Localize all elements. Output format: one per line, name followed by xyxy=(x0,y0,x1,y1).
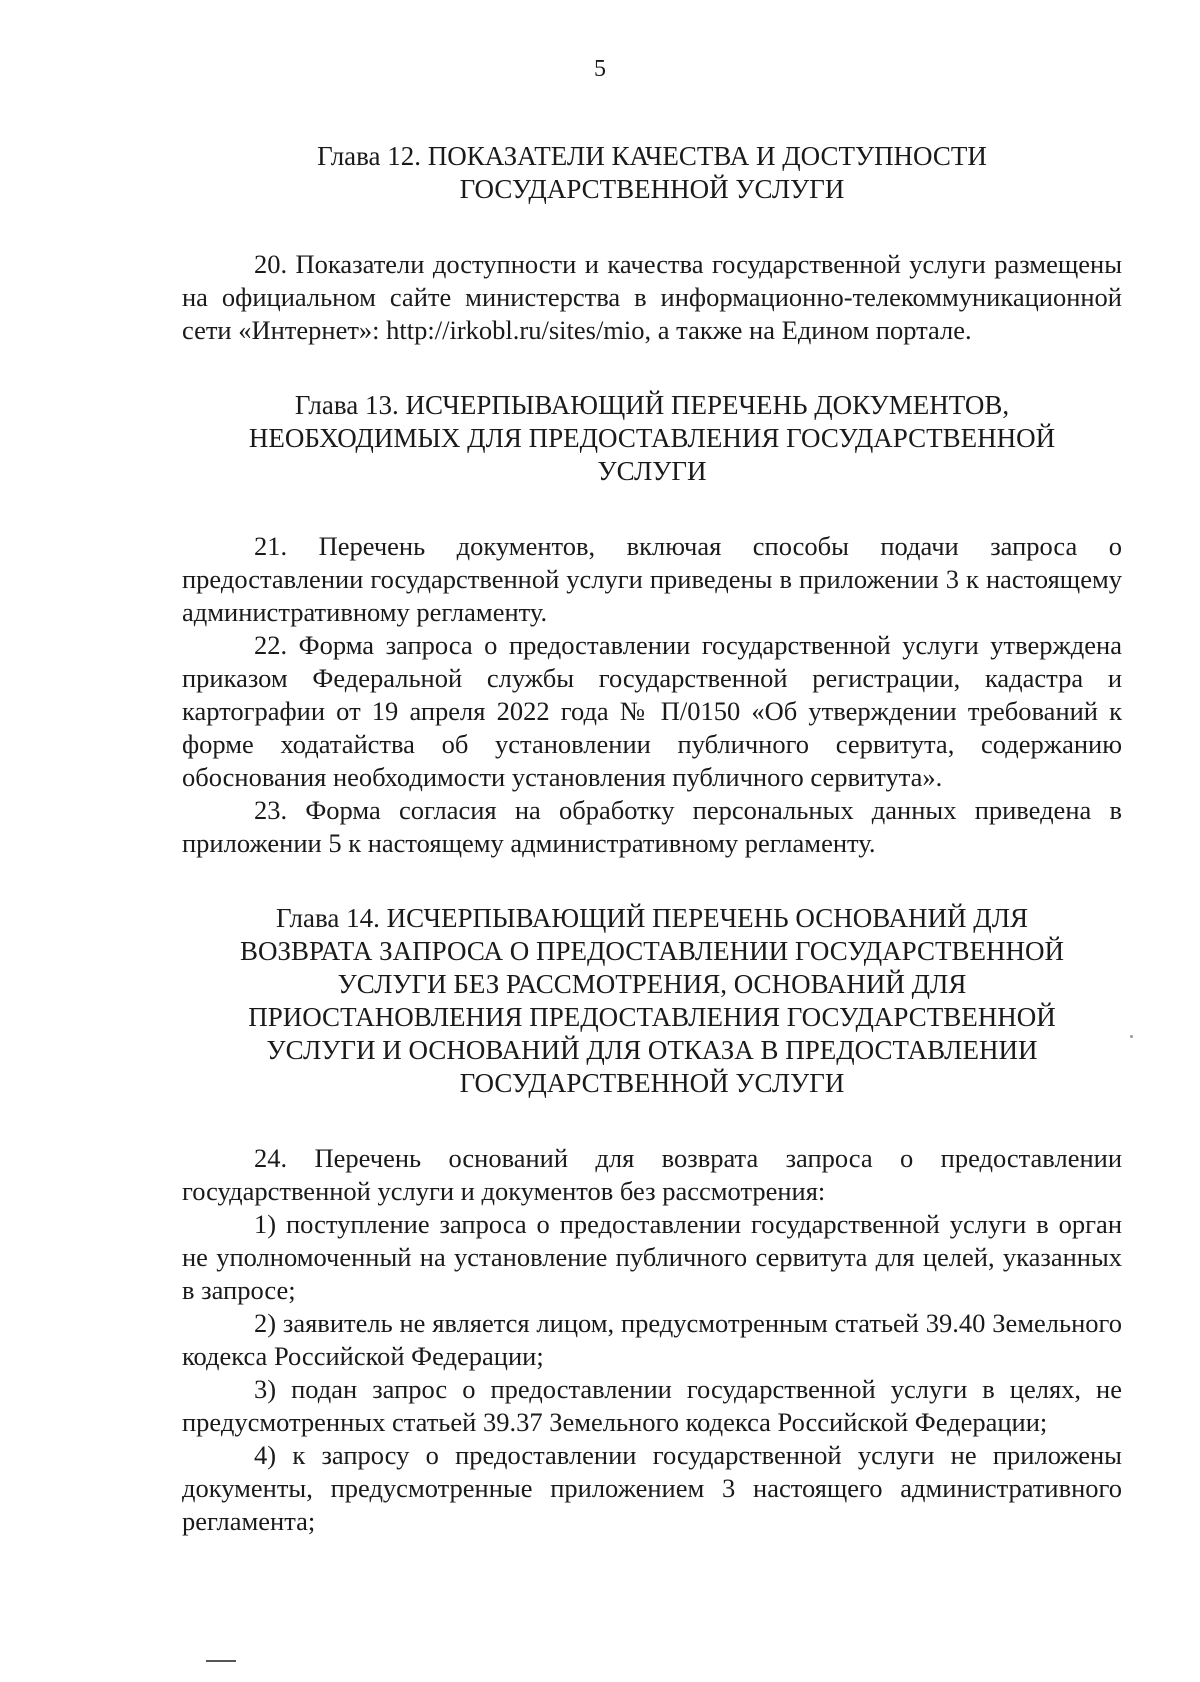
page-number: 5 xyxy=(594,56,606,82)
heading-line: УСЛУГИ И ОСНОВАНИЙ ДЛЯ ОТКАЗА В ПРЕДОСТАВЛЕНИИ xyxy=(266,1035,1038,1065)
heading-line: УСЛУГИ xyxy=(597,456,707,486)
paragraph-22: 22. Форма запроса о предоставлении государственной услуги утверждена приказом Федеральной службы государственной регистрации, кадастра и картографии от 19 апреля 2022 года № П/0150 «Об утверждении требований к форме ходатайства об установлении публичного сервитута, содержанию обоснования необходимости установления публичного сервитута». xyxy=(182,630,1122,792)
paragraph-23: 23. Форма согласия на обработку персональных данных приведена в приложении 5 к настоящему административному регламенту. xyxy=(182,795,1122,858)
heading-line: ПРИОСТАНОВЛЕНИЯ ПРЕДОСТАВЛЕНИЯ ГОСУДАРСТВЕННОЙ xyxy=(248,1002,1056,1032)
heading-line: УСЛУГИ БЕЗ РАССМОТРЕНИЯ, ОСНОВАНИЙ ДЛЯ xyxy=(337,969,967,999)
chapter-14-heading xyxy=(182,902,1122,1100)
list-item-2: 2) заявитель не является лицом, предусмотренным статьей 39.40 Земельного кодекса Российской Федерации; xyxy=(182,1308,1122,1371)
list-item-1: 1) поступление запроса о предоставлении государственной услуги в орган не уполномоченный на установление публичного сервитута для целей, указанных в запросе; xyxy=(182,1209,1122,1305)
paragraph-24: 24. Перечень оснований для возврата запроса о предоставлении государственной услуги и документов без рассмотрения: xyxy=(182,1143,1122,1206)
heading-line: ГОСУДАРСТВЕННОЙ УСЛУГИ xyxy=(459,1068,845,1098)
chapter-12-heading xyxy=(182,140,1122,206)
chapter-13-heading xyxy=(182,389,1122,488)
heading-line: ВОЗВРАТА ЗАПРОСА О ПРЕДОСТАВЛЕНИИ ГОСУДАРСТВЕННОЙ xyxy=(240,936,1064,966)
heading-line: НЕОБХОДИМЫХ ДЛЯ ПРЕДОСТАВЛЕНИЯ ГОСУДАРСТВЕННОЙ xyxy=(248,423,1056,453)
list-item-4: 4) к запросу о предоставлении государственной услуги не приложены документы, предусмотренные приложением 3 настоящего административного регламента; xyxy=(182,1440,1122,1536)
scan-artifact xyxy=(206,1660,236,1662)
paragraph-20: 20. Показатели доступности и качества государственной услуги размещены на официальном сайте министерства в информационно-телекоммуникационной сети «Интернет»: http://irkobl.ru/sites/mio, а также на Едином портале. xyxy=(182,249,1122,345)
heading-line: Глава 14. ИСЧЕРПЫВАЮЩИЙ ПЕРЕЧЕНЬ ОСНОВАНИЙ ДЛЯ xyxy=(275,903,1029,933)
paragraph-21: 21. Перечень документов, включая способы подачи запроса о предоставлении государственной услуги приведены в приложении 3 к настоящему административному регламенту. xyxy=(182,531,1122,627)
heading-line: Глава 13. ИСЧЕРПЫВАЮЩИЙ ПЕРЕЧЕНЬ ДОКУМЕНТОВ, xyxy=(294,390,1010,420)
document-body xyxy=(182,140,1122,1538)
scan-artifact xyxy=(1130,1035,1133,1038)
heading-line: Глава 12. ПОКАЗАТЕЛИ КАЧЕСТВА И ДОСТУПНОСТИ xyxy=(317,141,987,171)
list-item-3: 3) подан запрос о предоставлении государственной услуги в целях, не предусмотренных статьей 39.37 Земельного кодекса Российской Федерации; xyxy=(182,1374,1122,1437)
heading-line: ГОСУДАРСТВЕННОЙ УСЛУГИ xyxy=(459,174,845,204)
